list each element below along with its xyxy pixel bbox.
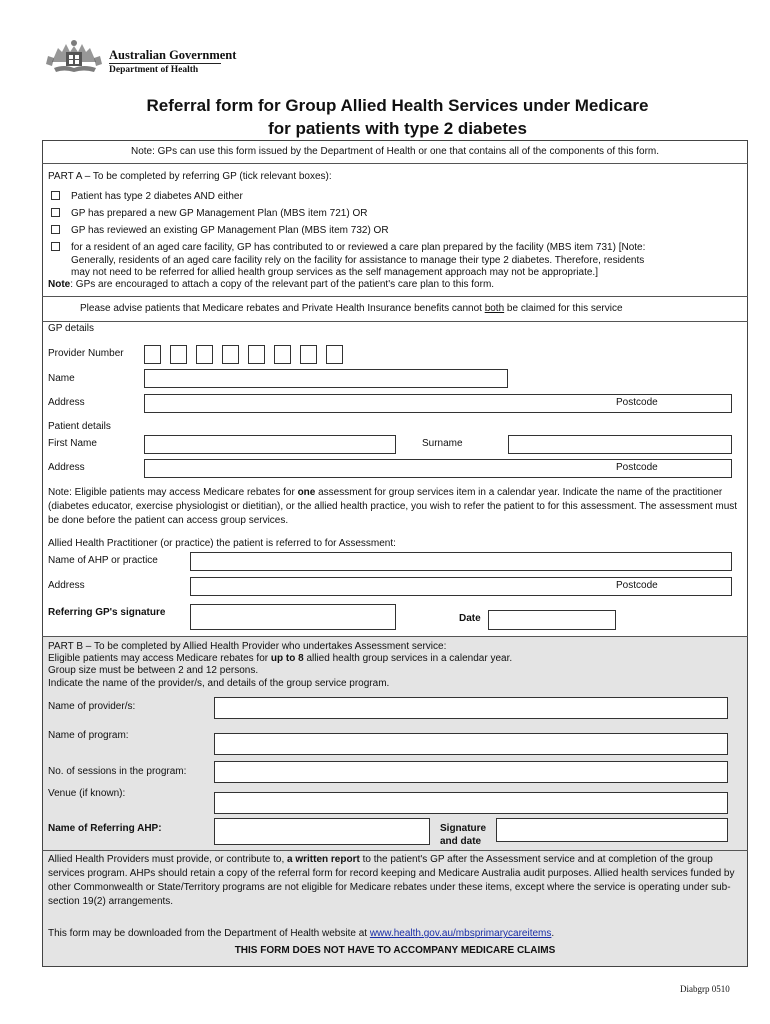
date-field[interactable]: [488, 610, 616, 630]
provider-number-digit-8[interactable]: [326, 345, 343, 364]
advise-text: be claimed for this service: [504, 303, 623, 314]
provider-number-digit-5[interactable]: [248, 345, 265, 364]
divider: [42, 321, 748, 322]
checkbox-label-continued: Generally, residents of an aged care facility rely on the facility for assistance to manage their type 2 diabetes. Therefore, residents: [71, 255, 645, 266]
footer-text: to the patient's GP after the Assessment service and at completion of the group services program. AHPs should retain a copy of the referral form for record keeping and Medicare Australia audit purposes. Allied health services funded by other Commonwealth or State/Territory programs are not eligible for Medicare rebates under these items, except where the service is operating under sub-section 19(2) arrangements.: [48, 854, 735, 907]
gp-name-field[interactable]: [144, 369, 508, 388]
claims-note: THIS FORM DOES NOT HAVE TO ACCOMPANY MEDICARE CLAIMS: [234, 945, 556, 956]
part-a-note: [48, 279, 494, 291]
sessions-field[interactable]: [214, 761, 728, 783]
org-name-line1: Australian Government: [109, 48, 237, 62]
patient-postcode-label: Postcode: [616, 462, 658, 473]
checkbox-label: GP has prepared a new GP Management Plan (MBS item 721) OR: [71, 208, 368, 219]
divider: [42, 163, 748, 164]
surname-field[interactable]: [508, 435, 732, 454]
advise-text: Please advise patients that Medicare rebates and Private Health Insurance benefits cannot: [80, 303, 485, 314]
advise-note: [80, 303, 623, 315]
provider-number-digit-1[interactable]: [144, 345, 161, 364]
download-text: .: [551, 928, 555, 939]
program-label: Name of program:: [48, 730, 129, 741]
org-name-line2: Department of Health: [109, 65, 199, 75]
part-b-text: Eligible patients may access Medicare rebates for: [48, 653, 271, 664]
checkbox-label: Patient has type 2 diabetes AND either: [71, 191, 243, 202]
part-b-heading: PART B – To be completed by Allied Health Provider who undertakes Assessment service:: [48, 641, 447, 652]
footer-emphasis: a written report: [287, 854, 360, 865]
signature-date-field[interactable]: [496, 818, 728, 842]
divider: [42, 296, 748, 297]
divider: [42, 850, 748, 851]
providers-field[interactable]: [214, 697, 728, 719]
checkbox-reviewed-gp-plan[interactable]: [51, 225, 60, 234]
provider-number-digit-7[interactable]: [300, 345, 317, 364]
group-size-note: Group size must be between 2 and 12 persons.: [48, 665, 259, 676]
ahp-postcode-label: Postcode: [616, 580, 658, 591]
provider-number-digit-6[interactable]: [274, 345, 291, 364]
checkbox-aged-care[interactable]: [51, 242, 60, 251]
form-title-line1: Referral form for Group Allied Health Services under Medicare: [146, 96, 649, 115]
first-name-label: First Name: [48, 438, 97, 449]
date-label-b: and date: [440, 836, 482, 847]
venue-label: Venue (if known):: [48, 788, 126, 799]
referring-ahp-field[interactable]: [214, 818, 430, 845]
gp-name-label: Name: [48, 373, 75, 384]
signature-label: Signature: [440, 823, 487, 834]
checkbox-new-gp-plan[interactable]: [51, 208, 60, 217]
part-b-text: allied health group services in a calendar year.: [303, 653, 513, 664]
provider-number-digit-4[interactable]: [222, 345, 239, 364]
date-label: Date: [459, 613, 481, 624]
patient-address-label: Address: [48, 462, 85, 473]
gp-address-label: Address: [48, 397, 85, 408]
part-a-heading: PART A – To be completed by referring GP (tick relevant boxes):: [48, 171, 332, 182]
eligibility-emphasis: one: [297, 487, 316, 498]
checkbox-label: GP has reviewed an existing GP Management Plan (MBS item 732) OR: [71, 225, 389, 236]
eligibility-note: [48, 486, 746, 528]
provider-number-label: Provider Number: [48, 348, 124, 359]
ahp-heading: Allied Health Practitioner (or practice) the patient is referred to for Assessment:: [48, 538, 396, 549]
first-name-field[interactable]: [144, 435, 396, 454]
checkbox-label: for a resident of an aged care facility, GP has contributed to or reviewed a care plan prepared by the facility (MBS item 731) [Note:: [71, 242, 646, 253]
patient-details-heading: Patient details: [48, 421, 111, 432]
checkbox-label-continued: may not need to be referred for allied health group services as the self management approach may not be appropriate.]: [71, 267, 598, 278]
eligibility-text: Note: Eligible patients may access Medicare rebates for: [48, 487, 298, 498]
written-report-note: [48, 853, 746, 909]
coat-of-arms-logo: [44, 38, 106, 78]
download-link[interactable]: www.health.gov.au/mbsprimarycareitems: [369, 928, 552, 939]
surname-label: Surname: [422, 438, 463, 449]
referring-ahp-label: Name of Referring AHP:: [48, 823, 162, 834]
note-text: : GPs are encouraged to attach a copy of the relevant part of the patient's care plan to this form.: [70, 279, 495, 290]
ahp-address-label: Address: [48, 580, 85, 591]
part-b-eligibility: [48, 653, 512, 665]
venue-field[interactable]: [214, 792, 728, 814]
ahp-name-label: Name of AHP or practice: [48, 555, 158, 566]
top-note: Note: GPs can use this form issued by the Department of Health or one that contains all of the components of this form.: [130, 146, 660, 157]
provider-number-digit-2[interactable]: [170, 345, 187, 364]
provider-number-digit-3[interactable]: [196, 345, 213, 364]
ahp-name-field[interactable]: [190, 552, 732, 571]
gp-postcode-label: Postcode: [616, 397, 658, 408]
footer-text: Allied Health Providers must provide, or contribute to,: [48, 854, 287, 865]
part-b-emphasis: up to 8: [270, 653, 304, 664]
note-label: Note: [48, 279, 71, 290]
eligibility-text: assessment for group services item in a calendar year. Indicate the name of the practitioner (diabetes educator, exercise physiologist or dietitian), or the allied health practice, you wish to refer the patient to for this assessment. The assessment must be done before the patient can access group services.: [48, 487, 738, 526]
indicate-note: Indicate the name of the provider/s, and details of the group service program.: [48, 678, 390, 689]
gp-signature-label: Referring GP's signature: [48, 607, 166, 618]
gp-signature-field[interactable]: [190, 604, 396, 630]
sessions-label: No. of sessions in the program:: [48, 766, 187, 777]
divider: [42, 636, 748, 637]
form-title-line2: for patients with type 2 diabetes: [268, 119, 527, 138]
program-field[interactable]: [214, 733, 728, 755]
checkbox-type2-diabetes[interactable]: [51, 191, 60, 200]
form-code: Diabgrp 0510: [680, 984, 730, 994]
advise-emphasis: both: [484, 303, 505, 314]
download-note: [48, 928, 554, 940]
logo-divider: [109, 63, 221, 64]
providers-label: Name of provider/s:: [48, 701, 136, 712]
gp-details-heading: GP details: [48, 323, 94, 334]
download-text: This form may be downloaded from the Department of Health website at: [48, 928, 370, 939]
